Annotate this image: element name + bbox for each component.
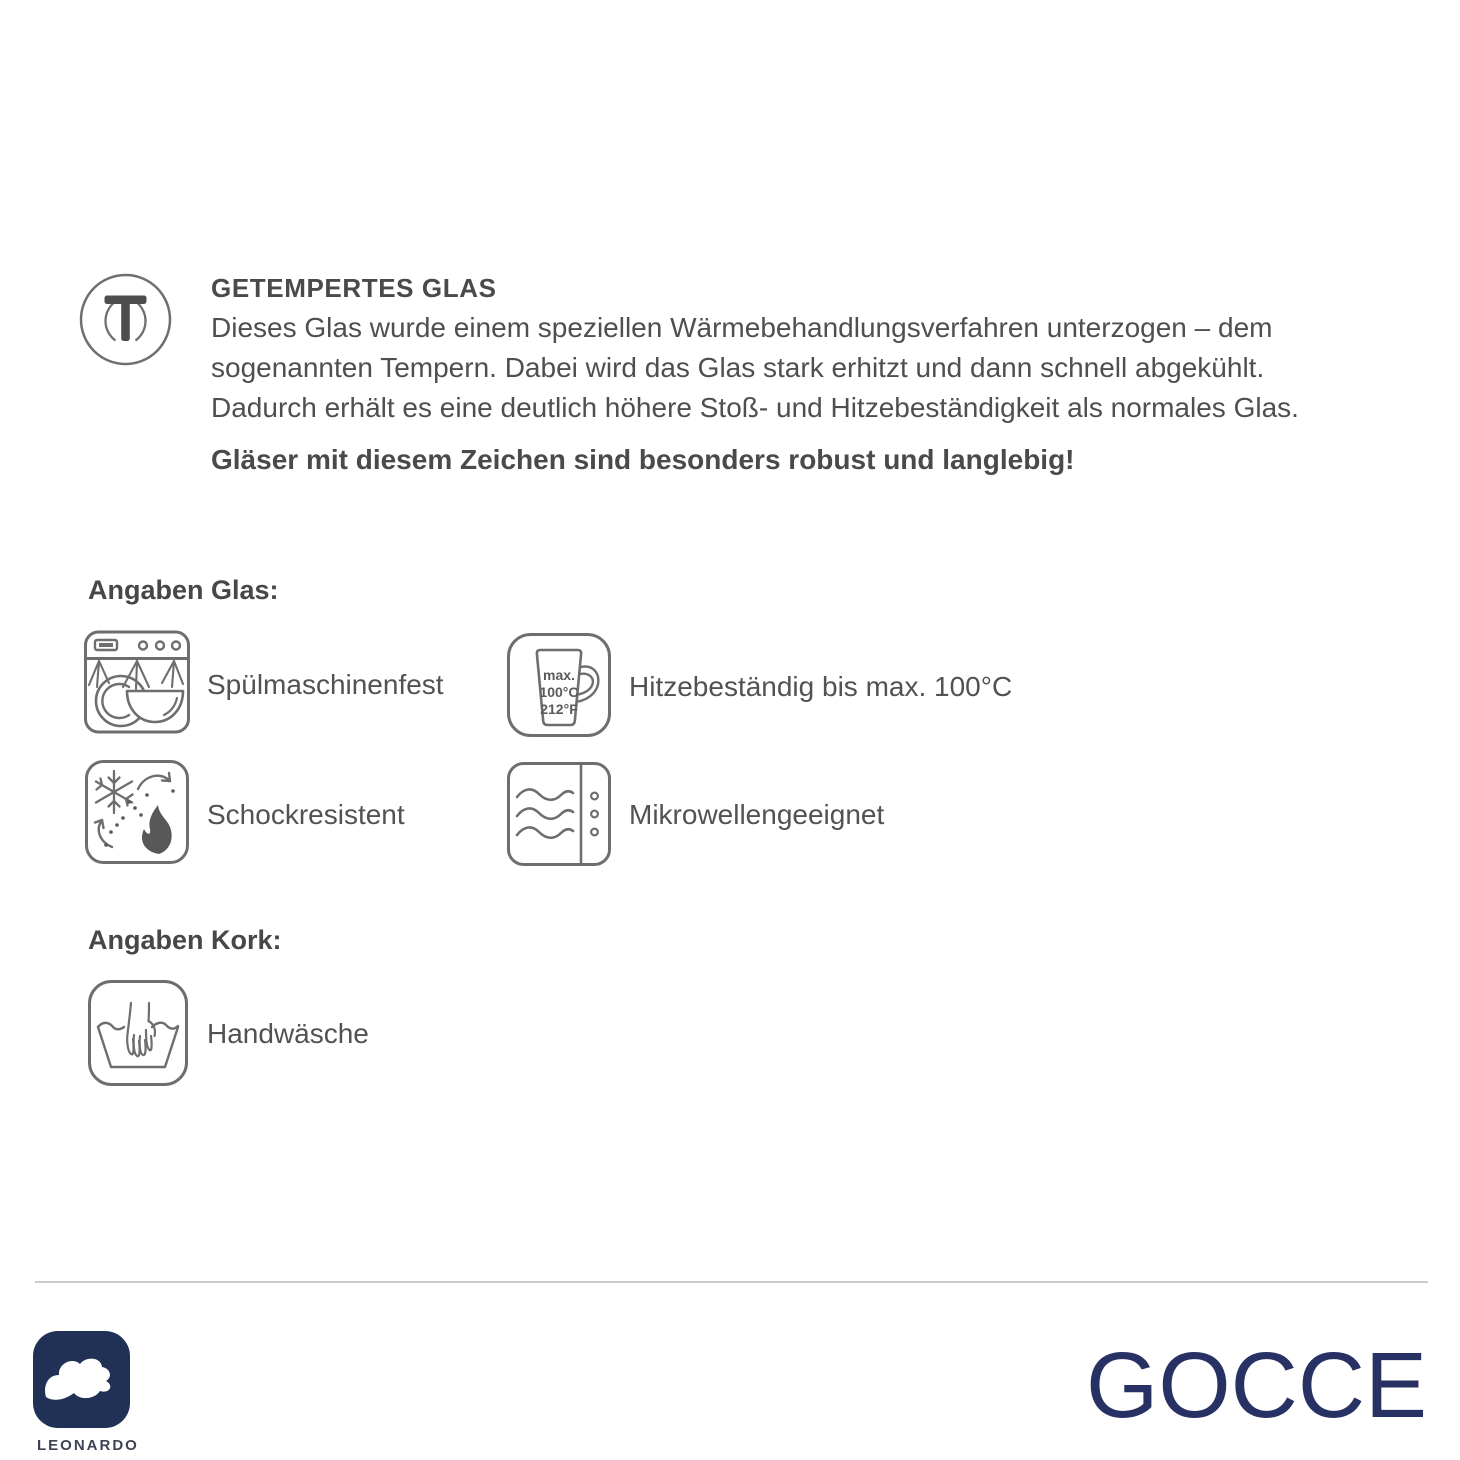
- microwave-safe-icon: [505, 760, 613, 868]
- product-name: GOCCE: [1086, 1333, 1428, 1437]
- mug-text-fahrenheit: 212°F: [540, 701, 578, 717]
- care-label-microwave: Mikrowellengeeignet: [629, 799, 885, 830]
- description-line: Dadurch erhält es eine deutlich höhere Stoß- und Hitzebeständigkeit als normales Glas.: [211, 392, 1299, 423]
- care-label-heat-resistant: Hitzebeständig bis max. 100°C: [629, 671, 1013, 702]
- mug-text-max: max.: [543, 667, 575, 683]
- glass-section-heading: Angaben Glas:: [88, 575, 279, 605]
- tempered-glass-tagline: Gläser mit diesem Zeichen sind besonders robust und langlebig!: [211, 444, 1075, 475]
- heat-resistant-mug-icon: [505, 631, 613, 739]
- care-label-shock-resistant: Schockresistent: [207, 799, 405, 830]
- leonardo-cloud-logo: [33, 1331, 130, 1428]
- shock-resistant-icon: [83, 758, 191, 866]
- tempered-glass-heading: GETEMPERTES GLAS: [211, 273, 497, 303]
- handwash-icon: [86, 978, 190, 1088]
- description-line: sogenannten Tempern. Dabei wird das Glas stark erhitzt und dann schnell abgekühlt.: [211, 352, 1265, 383]
- care-label-dishwasher: Spülmaschinenfest: [207, 669, 444, 700]
- mug-text-celsius: 100°C: [539, 684, 579, 700]
- footer-divider: [35, 1281, 1428, 1283]
- brand-name: LEONARDO: [37, 1437, 139, 1454]
- tempered-glass-t-icon: [78, 272, 173, 367]
- tempered-glass-description: [211, 308, 1299, 428]
- description-line: Dieses Glas wurde einem speziellen Wärmebehandlungsverfahren unterzogen – dem: [211, 312, 1273, 343]
- care-label-handwash: Handwäsche: [207, 1018, 369, 1049]
- dishwasher-safe-icon: [82, 628, 192, 736]
- cork-section-heading: Angaben Kork:: [88, 925, 282, 955]
